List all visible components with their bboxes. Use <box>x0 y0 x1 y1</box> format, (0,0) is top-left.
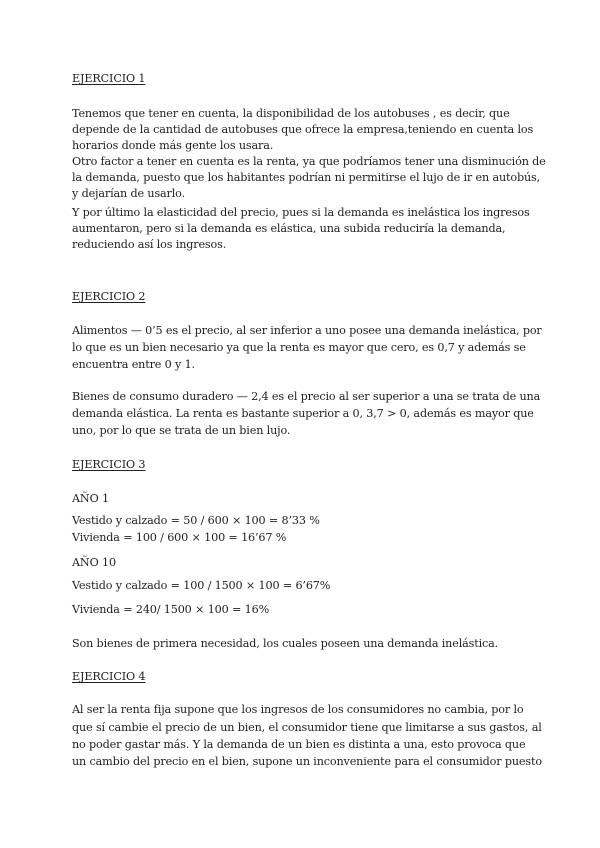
exercise-1-line: depende de la cantidad de autobuses que ofrece la empresa,teniendo en cuenta los <box>72 123 534 136</box>
exercise-1-line: aumentaron, pero si la demanda es elástica, una subida reduciría la demanda, <box>72 222 506 235</box>
year-10-clothing-calc: Vestido y calzado = 100 / 1500 × 100 = 6’67% <box>72 579 331 592</box>
exercise-1-heading: EJERCICIO 1 <box>72 72 146 85</box>
exercise-2-heading: EJERCICIO 2 <box>72 290 146 303</box>
exercise-1-line: y dejarían de usarlo. <box>72 187 185 200</box>
exercise-2-line: demanda elástica. La renta es bastante superior a 0, 3,7 > 0, además es mayor que <box>72 407 534 420</box>
exercise-2-line: lo que es un bien necesario ya que la renta es mayor que cero, es 0,7 y además se <box>72 341 526 354</box>
exercise-1-line: Y por último la elasticidad del precio, pues si la demanda es inelástica los ingresos <box>72 206 530 219</box>
exercise-1-line: horarios donde más gente los usara. <box>72 139 274 152</box>
exercise-2-line: encuentra entre 0 y 1. <box>72 358 195 371</box>
exercise-2-line: Bienes de consumo duradero — 2,4 es el precio al ser superior a una se trata de una <box>72 390 541 403</box>
exercise-4-line: Al ser la renta fija supone que los ingresos de los consumidores no cambia, por lo <box>72 703 524 716</box>
year-1-label: AÑO 1 <box>72 492 109 505</box>
exercise-3-conclusion: Son bienes de primera necesidad, los cuales poseen una demanda inelástica. <box>72 637 499 650</box>
exercise-2-line: uno, por lo que se trata de un bien lujo. <box>72 424 291 437</box>
year-1-housing-calc: Vivienda = 100 / 600 × 100 = 16’67 % <box>72 531 287 544</box>
year-10-label: AÑO 10 <box>72 556 116 569</box>
exercise-2-line: Alimentos — 0’5 es el precio, al ser inferior a uno posee una demanda inelástica, por <box>72 324 542 337</box>
exercise-4-line: que sí cambie el precio de un bien, el consumidor tiene que limitarse a sus gastos, al <box>72 721 542 734</box>
exercise-1-line: la demanda, puesto que los habitantes podrían ni permitirse el lujo de ir en autobús, <box>72 171 541 184</box>
exercise-4-line: un cambio del precio en el bien, supone un inconveniente para el consumidor puesto <box>72 755 542 768</box>
exercise-1-line: Otro factor a tener en cuenta es la renta, ya que podríamos tener una disminución de <box>72 155 546 168</box>
exercise-4-line: no poder gastar más. Y la demanda de un bien es distinta a una, esto provoca que <box>72 738 526 751</box>
exercise-1-line: Tenemos que tener en cuenta, la disponibilidad de los autobuses , es decir, que <box>72 107 510 120</box>
exercise-1-line: reduciendo así los ingresos. <box>72 238 227 251</box>
exercise-4-heading: EJERCICIO 4 <box>72 670 146 683</box>
exercise-3-heading: EJERCICIO 3 <box>72 458 146 471</box>
year-10-housing-calc: Vivienda = 240/ 1500 × 100 = 16% <box>72 603 270 616</box>
year-1-clothing-calc: Vestido y calzado = 50 / 600 × 100 = 8’33 % <box>72 514 320 527</box>
